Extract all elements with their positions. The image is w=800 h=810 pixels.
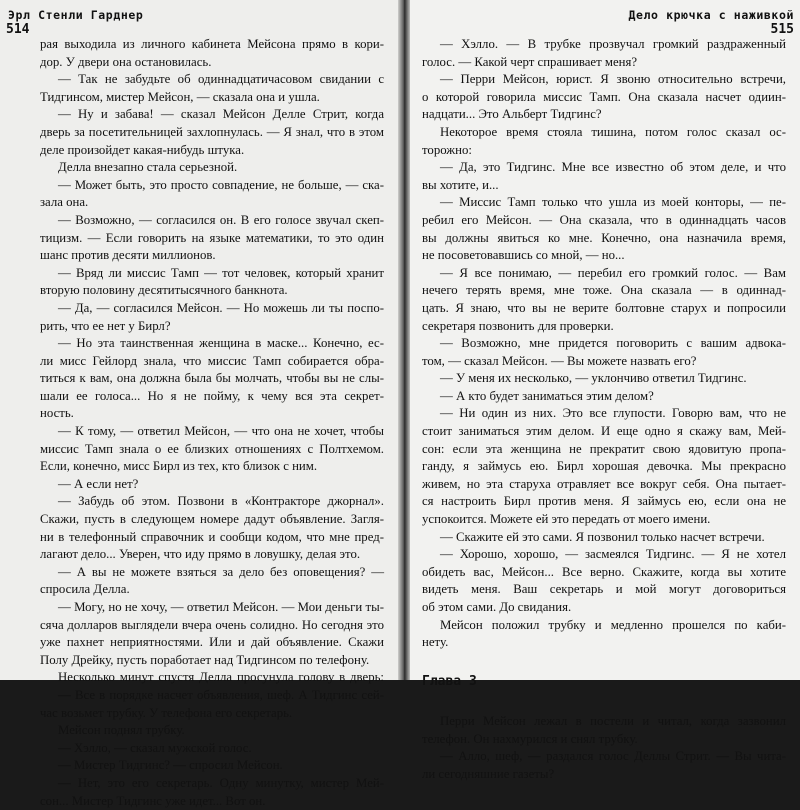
text-line: — Хэлло. — В трубке прозвучал громкий раздраженный xyxy=(440,37,786,51)
text-line: час возьмет трубку. У телефона его секретарь. xyxy=(40,705,293,720)
text-line: телефон. Он нахмурился и снял трубку. xyxy=(422,731,638,746)
text-line: — Перри Мейсон, юрист. Я звоню относительно встречи, xyxy=(440,72,786,87)
text-line: зала она. xyxy=(40,195,89,210)
text-line: уже пахнет неприятностями. Или и дай объявление. Скажи xyxy=(40,635,384,650)
text-line: живем, но эта старуха отравляет все вокруг себя. Она пытает- xyxy=(422,476,786,491)
text-line: о которой говорила миссис Тамп. Она сказала насчет одиин- xyxy=(422,89,786,104)
text-line: — Все в порядке насчет объявления, шеф. А Тидгинс сей- xyxy=(58,687,384,702)
text-line: — А кто будет заниматься этим делом? xyxy=(440,388,654,403)
running-head-title: Дело крючка с наживкой xyxy=(628,8,794,22)
text-line: — Могу, но не хочу, — ответил Мейсон. — Мои деньги ты- xyxy=(58,600,384,614)
text-line: стоит заниматься этим делом. И еще одно я скажу вам, Мей- xyxy=(422,424,786,439)
text-line: дверь за посетительницей захлопнулась. — Я знал, что в этом xyxy=(40,124,384,139)
text-line: — К тому, — ответил Мейсон, — что она не хочет, чтобы xyxy=(58,424,384,439)
text-line: успокоится. Можете ей это передать от моего имени. xyxy=(422,512,711,527)
text-line: вторую половину десятитысячного банкнота. xyxy=(40,283,288,298)
text-line: — Хорошо, хорошо, — засмеялся Тидгинс. — Я не хотел xyxy=(440,547,786,562)
text-line: ганду, я займусь ею. Бирл хорошая девочка. Мы прекрасно xyxy=(422,459,786,474)
text-line: ли мисс Гейлорд знала, что миссис Тамп собирается обра- xyxy=(40,353,384,368)
text-line: Делла внезапно стала серьезной. xyxy=(58,160,238,175)
book-gutter xyxy=(398,0,410,680)
text-line: спросила Делла. xyxy=(40,582,130,597)
text-line: лагают дело... Уверен, что иду прямо в ловушку, делая это. xyxy=(40,547,361,562)
text-line: не посоветовавшись со мной, — но... xyxy=(422,248,625,263)
text-line: ребил его Мейсон. — Она сказала, что в одиннадцать часов xyxy=(422,212,786,227)
text-line: рая выходила из личного кабинета Мейсона прямо в кори- xyxy=(40,37,384,51)
text-line: том, — сказал Мейсон. — Вы можете назвать его? xyxy=(422,353,697,368)
text-line: — А вы не можете взяться за дело без оповещения? — xyxy=(58,564,384,579)
text-line: Некоторое время стояла тишина, потом голос сказал ос- xyxy=(440,124,786,139)
text-line: шанс против десяти миллионов. xyxy=(40,248,216,263)
text-line: надцати... Это Альберт Тидгинс? xyxy=(422,107,602,122)
text-line: — Хэлло, — сказал мужской голос. xyxy=(58,740,252,755)
text-line: — Алло, шеф, — раздался голос Деллы Стрит. — Вы чита- xyxy=(440,749,786,764)
text-line: секретаря позвонить для проверки. xyxy=(422,318,614,333)
text-line: — Возможно, мне придется поговорить с вашим адвока- xyxy=(440,336,786,351)
text-line: Мейсон положил трубку и медленно прошелся по каби- xyxy=(440,617,786,632)
text-line: сяча долларов выглядели вчера очень солидно. Но сегодня это xyxy=(40,617,384,632)
text-line: сон: если эта женщина не прекратит свою ядовитую пропа- xyxy=(422,441,786,456)
text-line: — Возможно, — согласился он. В его голосе звучал скеп- xyxy=(58,212,384,227)
text-line: Полу Дрейку, пусть поработает над Тидгинсом по телефону. xyxy=(40,652,370,667)
text-line: — Вряд ли миссис Тамп — тот человек, который хранит xyxy=(58,265,384,280)
text-line: — Забудь об этом. Позвони в «Контракторе джорнал». xyxy=(58,494,384,509)
text-line: торожно: xyxy=(422,142,472,157)
text-line: — Но эта таинственная женщина в маске... Конечно, ес- xyxy=(58,336,384,351)
text-line: рить, что ее нет у Бирл? xyxy=(40,318,171,333)
text-line: — А если нет? xyxy=(58,476,139,491)
text-line: — У меня их несколько, — уклончиво ответил Тидгинс. xyxy=(440,371,747,386)
text-line: Перри Мейсон лежал в постели и читал, когда зазвонил xyxy=(440,713,786,728)
text-line: Если, конечно, мисс Бирл из тех, кто близок с ним. xyxy=(40,459,318,474)
text-line: дор. У двери она остановилась. xyxy=(40,54,212,69)
text-line: миссис Тамп знала о ее близких отношениях с Полтхемом. xyxy=(40,441,384,456)
text-line: — Я все понимаю, — перебил его громкий голос. — Вам xyxy=(440,265,786,280)
chapter-heading: Глава 3 xyxy=(422,674,477,690)
right-page xyxy=(410,0,800,781)
text-line: тицизм. — Если говорить на языке математики, то это один xyxy=(40,230,384,245)
text-line: Мейсон поднял трубку. xyxy=(58,723,185,738)
text-line: деле произойдет какая-нибудь штука. xyxy=(40,142,245,157)
left-page xyxy=(0,0,398,808)
text-line: титься к вам, она должна была бы молчать, чтобы вы не слы- xyxy=(40,371,384,386)
text-line: шали ее голоса... Но я не пойму, к чему вся эта секрет- xyxy=(40,388,384,403)
text-line: обидеть вас, Мейсон... Все верно. Скажите, когда вы хотите xyxy=(422,564,786,579)
text-line: — Так не забудьте об одиннадцатичасовом свидании с xyxy=(58,72,384,87)
text-line xyxy=(422,695,786,713)
text-line: — Скажите ей это сами. Я позвонил только насчет встречи. xyxy=(440,529,765,544)
text-line: цать. Я знаю, что вы не верите болтовне старух и попросили xyxy=(422,300,786,315)
text-line: ся настроить Бирл против меня. Я займусь ею, если она не xyxy=(422,494,786,509)
text-line: об этом сами. До свидания. xyxy=(422,600,572,614)
text-line: ли сегодняшние газеты? xyxy=(422,766,555,781)
text-line: Несколько минут спустя Делла просунула голову в дверь: xyxy=(58,670,384,685)
text-line: ность. xyxy=(40,406,74,421)
text-line: ни в телефонный справочник и сообщи кодом, что мне пред- xyxy=(40,529,384,544)
text-line: голос. — Какой черт спрашивает меня? xyxy=(422,54,638,69)
text-line: — Нет, это его секретарь. Одну минутку, мистер Мей- xyxy=(58,775,384,790)
text-line xyxy=(422,652,786,670)
left-page-text xyxy=(40,36,384,810)
page-number-right: 515 xyxy=(770,22,794,37)
text-line: Скажи, пусть в следующем номере дадут объявление. Загля- xyxy=(40,512,384,527)
text-line: — Миссис Тамп только что ушла из моей конторы, — пе- xyxy=(440,195,786,210)
text-line: Тидгинсом, мистер Мейсон, — сказала она и ушла. xyxy=(40,89,320,104)
text-line: — Ну и забава! — сказал Мейсон Делле Стрит, когда xyxy=(58,107,384,122)
text-line: нету. xyxy=(422,635,449,650)
text-line: вы хотите, и... xyxy=(422,177,499,192)
text-line: видеть меня. Ваш секретарь и мой могут договориться xyxy=(422,582,786,597)
text-line: сон... Мистер Тидгинс уже идет... Вот он. xyxy=(40,793,266,808)
text-line: — Да, — согласился Мейсон. — Но можешь ли ты поспо- xyxy=(58,300,384,315)
text-line: — Может быть, это просто совпадение, не больше, — ска- xyxy=(58,177,384,192)
page-number-left: 514 xyxy=(6,22,30,37)
text-line: вы должны явиться ко мне. Конечно, она назначила время, xyxy=(422,230,786,245)
running-head-author: Эрл Стенли Гарднер xyxy=(8,8,144,22)
right-page-text xyxy=(422,36,786,783)
text-line: — Мистер Тидгинс? — спросил Мейсон. xyxy=(58,758,283,773)
text-line: нечего терять время, мне тоже. Она сказала — в одиннад- xyxy=(422,283,786,298)
text-line: — Ни один из них. Это все глупости. Говорю вам, что не xyxy=(440,406,786,421)
text-line: — Да, это Тидгинс. Мне все известно об этом деле, и что xyxy=(440,160,786,175)
